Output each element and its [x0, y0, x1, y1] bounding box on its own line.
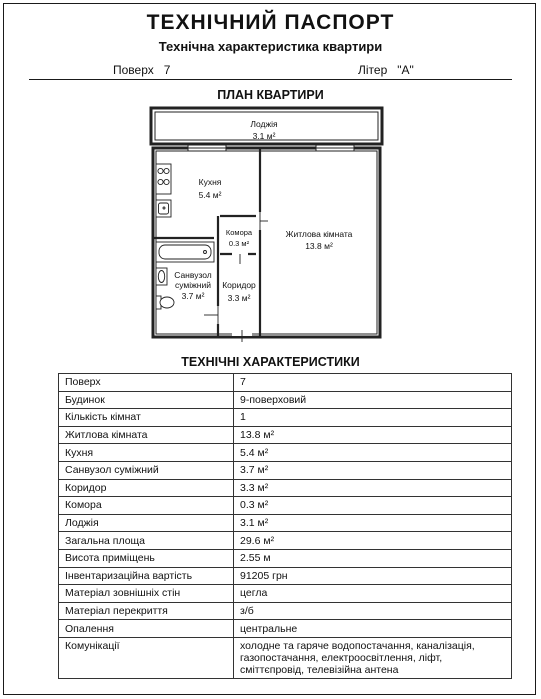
spec-value: 91205 грн: [234, 567, 512, 585]
spec-value: 9-поверховий: [234, 391, 512, 409]
spec-value: 3.1 м²: [234, 514, 512, 532]
spec-row: [59, 444, 512, 462]
spec-row: [59, 514, 512, 532]
spec-label: Поверх: [59, 374, 234, 392]
spec-row: [59, 567, 512, 585]
bathtub-icon: [156, 242, 214, 262]
plan-title: ПЛАН КВАРТИРИ: [217, 88, 324, 102]
spec-label: Комунікації: [59, 637, 234, 678]
spec-value: центральне: [234, 620, 512, 638]
header-divider: [29, 79, 512, 80]
kitchen-area: 5.4 м²: [198, 190, 222, 200]
spec-value: 0.3 м²: [234, 497, 512, 515]
spec-label: Матеріал перекриття: [59, 602, 234, 620]
spec-label: Кухня: [59, 444, 234, 462]
spec-row: [59, 461, 512, 479]
specs-title: ТЕХНІЧНІ ХАРАКТЕРИСТИКИ: [181, 355, 360, 369]
spec-label: Висота приміщень: [59, 549, 234, 567]
spec-label: Будинок: [59, 391, 234, 409]
spec-label: Опалення: [59, 620, 234, 638]
floor-label: Поверх: [113, 63, 154, 77]
spec-row: [59, 391, 512, 409]
corridor-label: Коридор: [222, 280, 256, 290]
storage-area: 0.3 м²: [228, 239, 250, 248]
floor-field: [113, 63, 170, 77]
document-title: ТЕХНІЧНИЙ ПАСПОРТ: [146, 11, 395, 34]
spec-row: [59, 549, 512, 567]
spec-value: 1: [234, 409, 512, 427]
spec-row: [59, 479, 512, 497]
floor-plan: [148, 102, 388, 344]
spec-value: 2.55 м: [234, 549, 512, 567]
stove-icon: [156, 164, 171, 194]
spec-value: з/б: [234, 602, 512, 620]
spec-label: Санвузол суміжний: [59, 461, 234, 479]
spec-row: [59, 426, 512, 444]
spec-value: 7: [234, 374, 512, 392]
bathroom-sink-icon: [156, 268, 167, 285]
spec-row: [59, 409, 512, 427]
spec-value: 3.7 м²: [234, 461, 512, 479]
bathroom-area: 3.7 м²: [181, 291, 205, 301]
spec-label: Лоджія: [59, 514, 234, 532]
spec-value: 3.3 м²: [234, 479, 512, 497]
spec-value: 13.8 м²: [234, 426, 512, 444]
spec-value: холодне та гаряче водопостачання, каналізація, газопостачання, електроосвітлення, ліфт, сміттєпровід, телевізійна антена: [234, 637, 512, 678]
liter-label: Літер: [358, 63, 388, 77]
living-room-area: 13.8 м²: [305, 241, 333, 251]
spec-value: 29.6 м²: [234, 532, 512, 550]
spec-value: цегла: [234, 585, 512, 603]
loggia-area: 3.1 м²: [252, 131, 276, 141]
floor-value: 7: [163, 63, 171, 77]
spec-row: [59, 602, 512, 620]
loggia-label: Лоджія: [250, 119, 278, 129]
spec-label: Кількість кімнат: [59, 409, 234, 427]
spec-row: [59, 620, 512, 638]
spec-value: 5.4 м²: [234, 444, 512, 462]
spec-label: Матеріал зовнішніх стін: [59, 585, 234, 603]
spec-label: Інвентаризаційна вартість: [59, 567, 234, 585]
kitchen-sink-icon: [156, 200, 171, 217]
spec-row: [59, 637, 512, 678]
document-subtitle: Технічна характеристика квартири: [158, 39, 383, 54]
spec-label: Коридор: [59, 479, 234, 497]
spec-label: Комора: [59, 497, 234, 515]
spec-row: [59, 497, 512, 515]
kitchen-label: Кухня: [198, 177, 222, 187]
bathroom-label-line1: Санвузол: [174, 270, 212, 280]
bathroom-label-line2: суміжний: [174, 280, 212, 290]
spec-row: [59, 585, 512, 603]
corridor-area: 3.3 м²: [227, 293, 251, 303]
spec-row: [59, 532, 512, 550]
liter-field: [358, 63, 414, 77]
toilet-icon: [156, 296, 174, 309]
liter-value: "А": [397, 63, 414, 77]
living-room-label: Житлова кімната: [285, 229, 353, 239]
spec-row: [59, 374, 512, 392]
spec-label: Житлова кімната: [59, 426, 234, 444]
spec-label: Загальна площа: [59, 532, 234, 550]
storage-label: Комора: [225, 228, 253, 237]
specs-table: [58, 373, 512, 679]
